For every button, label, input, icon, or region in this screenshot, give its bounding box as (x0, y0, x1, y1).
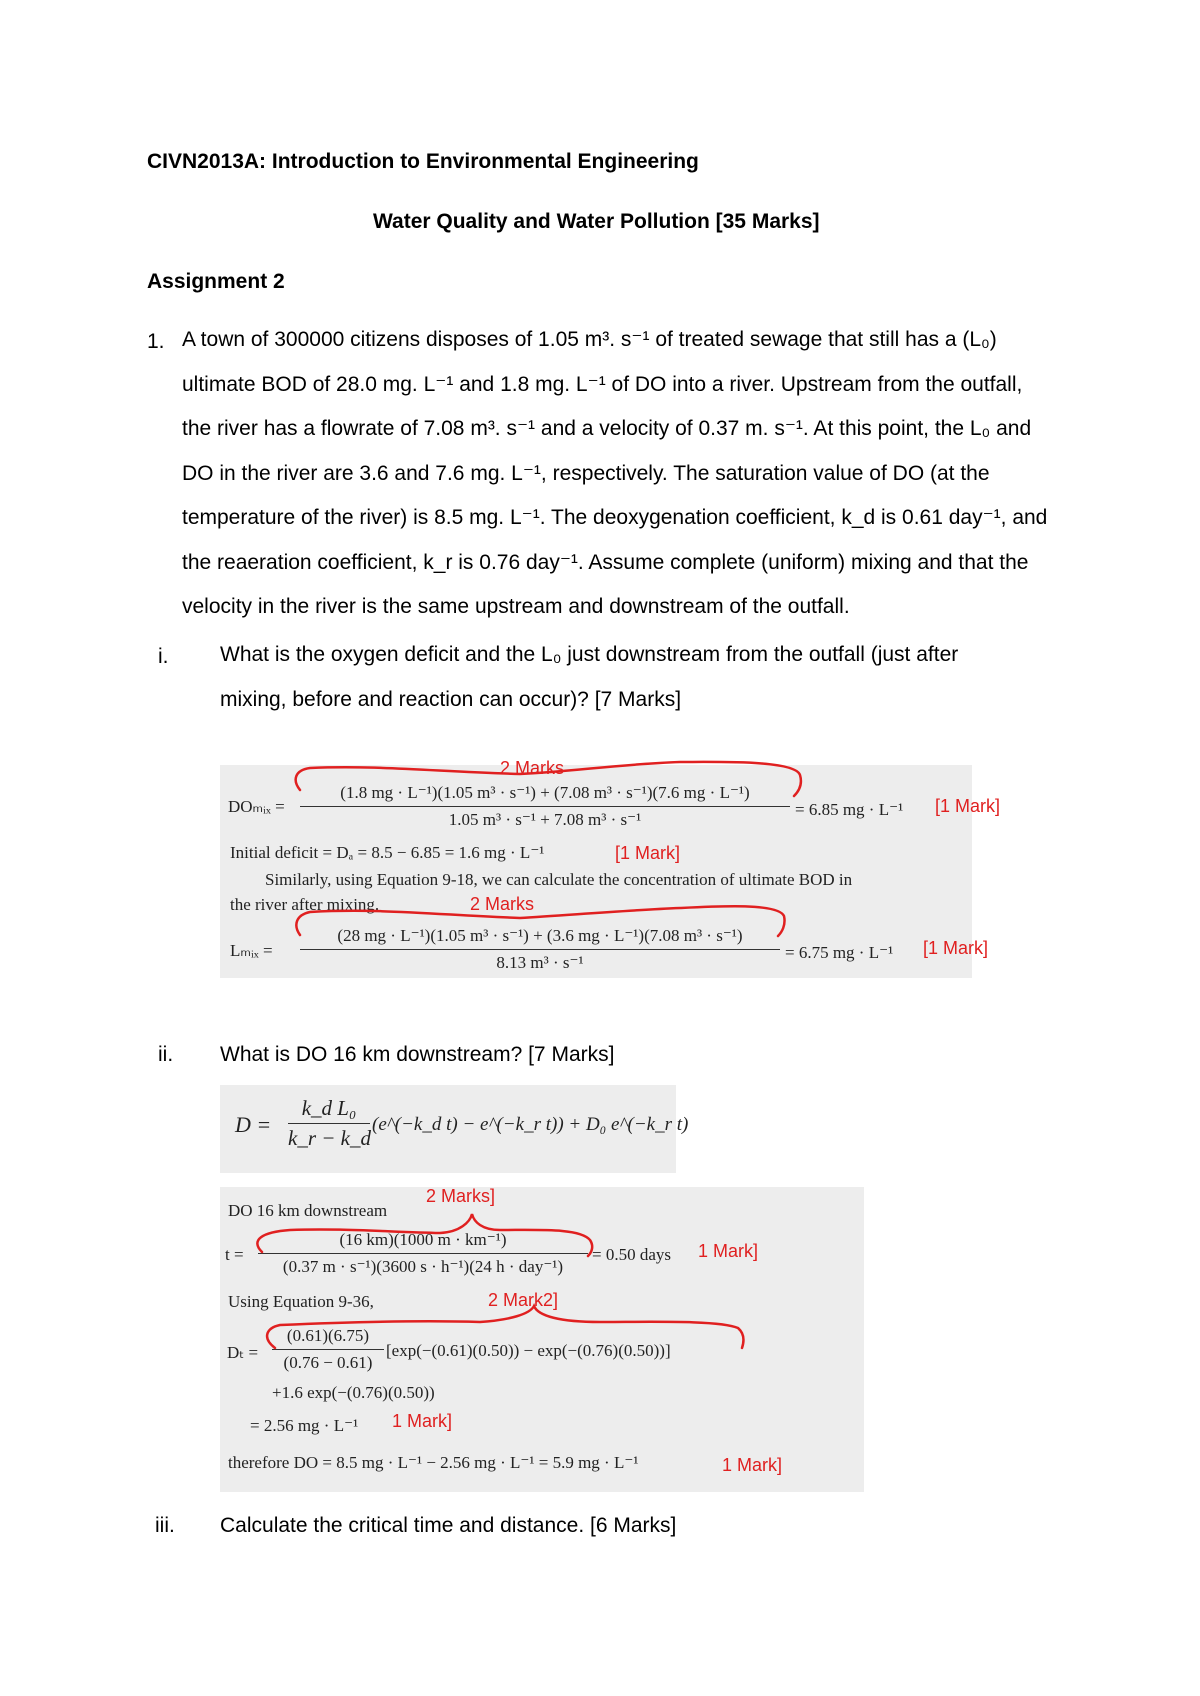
dt-bracket: [exp(−(0.61)(0.50)) − exp(−(0.76)(0.50))] (386, 1341, 671, 1360)
l-mix-denominator: 8.13 m³ · s⁻¹ (496, 953, 584, 972)
l-mix-fraction (300, 926, 780, 973)
dt-denominator: (0.76 − 0.61) (283, 1353, 373, 1372)
part-ii-label: ii. (158, 1043, 174, 1066)
question-line: DO in the river are 3.6 and 7.6 mg. L⁻¹, respectively. The saturation value of DO (at the (182, 461, 990, 485)
l-mix-lhs: Lₘᵢₓ = (230, 941, 273, 960)
mark-annotation: 1 Mark] (698, 1241, 759, 1261)
part-ii-text: What is DO 16 km downstream? [7 Marks] (220, 1043, 615, 1066)
l-mix-result: = 6.75 mg · L⁻¹ (785, 943, 894, 962)
mark-annotation: 2 Marks (500, 758, 565, 778)
question-line: What is the oxygen deficit and the L₀ just downstream from the outfall (just after (220, 643, 959, 666)
question-line: mixing, before and reaction can occur)? [7 Marks] (220, 687, 682, 711)
t-numerator: (16 km)(1000 m · km⁻¹) (258, 1230, 588, 1254)
do-mix-numerator: (1.8 mg · L⁻¹)(1.05 m³ · s⁻¹) + (7.08 m³ · s⁻¹)(7.6 mg · L⁻¹) (300, 783, 790, 807)
mark-annotation: 1 Mark] (722, 1455, 783, 1475)
similarly-text: Similarly, using Equation 9-18, we can calculate the concentration of ultimate BOD in (265, 870, 853, 889)
mark-annotation: 2 Mark2] (488, 1290, 559, 1310)
do-mix-result: = 6.85 mg · L⁻¹ (795, 800, 904, 819)
similarly-text: the river after mixing. (230, 895, 380, 914)
question-line: the river has a flowrate of 7.08 m³. s⁻¹ and a velocity of 0.37 m. s⁻¹. At this point, the L₀ and (182, 417, 1032, 440)
part-iii-text: Calculate the critical time and distance. [6 Marks] (220, 1514, 677, 1537)
mark-annotation: 1 Mark] (392, 1411, 453, 1431)
dt-lhs: Dₜ = (227, 1343, 259, 1362)
question-line: temperature of the river) is 8.5 mg. L⁻¹. The deoxygenation coefficient, k_d is 0.61 day⁻¹, and (182, 506, 1048, 529)
mark-annotation: 2 Marks] (426, 1186, 496, 1206)
formula-lhs: D = (235, 1112, 272, 1137)
dt-numerator: (0.61)(6.75) (272, 1326, 384, 1350)
mark-annotation: [1 Mark] (935, 796, 1001, 816)
do-mix-lhs: DOₘᵢₓ = (228, 797, 285, 816)
mark-annotation: 2 Marks (470, 894, 535, 914)
formula-rest: (e^(−k_d t) − e^(−k_r t)) + D₀ e^(−k_r t) (372, 1114, 689, 1135)
part-iii-label: iii. (155, 1514, 175, 1537)
formula-fraction (288, 1096, 370, 1151)
do16-title: DO 16 km downstream (228, 1201, 388, 1220)
do-mix-fraction (300, 783, 790, 830)
mark-annotation: [1 Mark] (923, 938, 989, 958)
question-line: ultimate BOD of 28.0 mg. L⁻¹ and 1.8 mg. L⁻¹ of DO into a river. Upstream from the outfall, (182, 372, 1023, 396)
dt-line3: = 2.56 mg · L⁻¹ (250, 1416, 359, 1435)
using-equation: Using Equation 9-36, (228, 1292, 374, 1311)
l-mix-numerator: (28 mg · L⁻¹)(1.05 m³ · s⁻¹) + (3.6 mg · L⁻¹)(7.08 m³ · s⁻¹) (300, 926, 780, 950)
formula-numerator: k_d L₀ (288, 1096, 370, 1124)
dt-line2: +1.6 exp(−(0.76)(0.50)) (272, 1383, 435, 1402)
t-denominator: (0.37 m · s⁻¹)(3600 s · h⁻¹)(24 h · day⁻¹) (282, 1257, 564, 1276)
initial-deficit: Initial deficit = Dₐ = 8.5 − 6.85 = 1.6 mg · L⁻¹ (230, 843, 545, 862)
do-mix-denominator: 1.05 m³ · s⁻¹ + 7.08 m³ · s⁻¹ (448, 810, 642, 829)
t-fraction (258, 1230, 588, 1277)
therefore-do: therefore DO = 8.5 mg · L⁻¹ − 2.56 mg · L⁻¹ = 5.9 mg · L⁻¹ (228, 1453, 639, 1472)
question-line: velocity in the river is the same upstream and downstream of the outfall. (182, 595, 850, 618)
question-number: 1. (147, 330, 165, 353)
question-line: A town of 300000 citizens disposes of 1.05 m³. s⁻¹ of treated sewage that still has a (L₀) (182, 328, 997, 351)
part-i-label: i. (158, 645, 169, 668)
course-title: CIVN2013A: Introduction to Environmental Engineering (147, 150, 699, 173)
dt-fraction (272, 1326, 384, 1373)
question-line: the reaeration coefficient, k_r is 0.76 day⁻¹. Assume complete (uniform) mixing and that the (182, 550, 1029, 574)
question-1-text (182, 318, 1062, 630)
formula-denominator: k_r − k_d (288, 1126, 371, 1150)
t-lhs: t = (225, 1245, 244, 1264)
mark-annotation: [1 Mark] (615, 843, 681, 863)
topic-title: Water Quality and Water Pollution [35 Marks] (373, 210, 820, 233)
assignment-title: Assignment 2 (147, 270, 285, 293)
t-result: = 0.50 days (592, 1245, 671, 1264)
part-i-text (220, 633, 1062, 722)
